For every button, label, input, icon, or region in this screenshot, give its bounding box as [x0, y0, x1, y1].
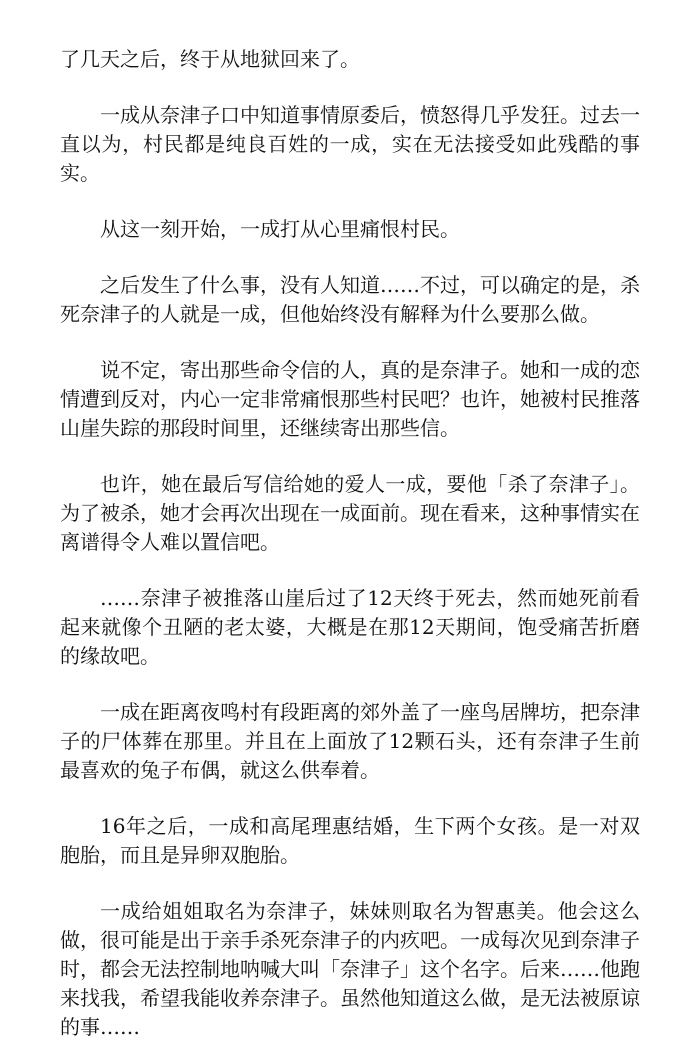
paragraph-1: 了几天之后，终于从地狱回来了。	[60, 47, 360, 71]
paragraph-6: 也许，她在最后写信给她的爱人一成，要他「杀了奈津子」。为了被杀，她才会再次出现在一成面前。现在看来，这种事情实在离谱得令人难以置信吧。	[60, 472, 640, 554]
paragraph-8: 一成在距离夜鸣村有段距离的郊外盖了一座鸟居牌坊，把奈津子的尸体葬在那里。并且在上面放了12颗石头，还有奈津子生前最喜欢的兔子布偶，就这么供奉着。	[60, 700, 640, 782]
paragraph-2: 一成从奈津子口中知道事情原委后，愤怒得几乎发狂。过去一直以为，村民都是纯良百姓的一成，实在无法接受如此残酷的事实。	[60, 103, 640, 185]
paragraph-10: 一成给姐姐取名为奈津子，妹妹则取名为智惠美。他会这么做，很可能是出于亲手杀死奈津子的内疚吧。一成每次见到奈津子时，都会无法控制地呐喊大叫「奈津子」这个名字。后来……他跑来找我，希望我能收养奈津子。虽然他知道这么做，是无法被原谅的事……	[60, 899, 640, 1039]
paragraph-7: ……奈津子被推落山崖后过了12天终于死去，然而她死前看起来就像个丑陋的老太婆，大概是在那12天期间，饱受痛苦折磨的缘故吧。	[60, 586, 640, 668]
paragraph-5: 说不定，寄出那些命令信的人，真的是奈津子。她和一成的恋情遭到反对，内心一定非常痛恨那些村民吧？也许，她被村民推落山崖失踪的那段时间里，还继续寄出那些信。	[60, 358, 640, 440]
paragraph-3: 从这一刻开始，一成打从心里痛恨村民。	[100, 217, 460, 241]
paragraph-4: 之后发生了什么事，没有人知道……不过，可以确定的是，杀死奈津子的人就是一成，但他始终没有解释为什么要那么做。	[60, 273, 640, 326]
paragraph-9: 16年之后，一成和高尾理惠结婚，生下两个女孩。是一对双胞胎，而且是异卵双胞胎。	[60, 814, 640, 867]
